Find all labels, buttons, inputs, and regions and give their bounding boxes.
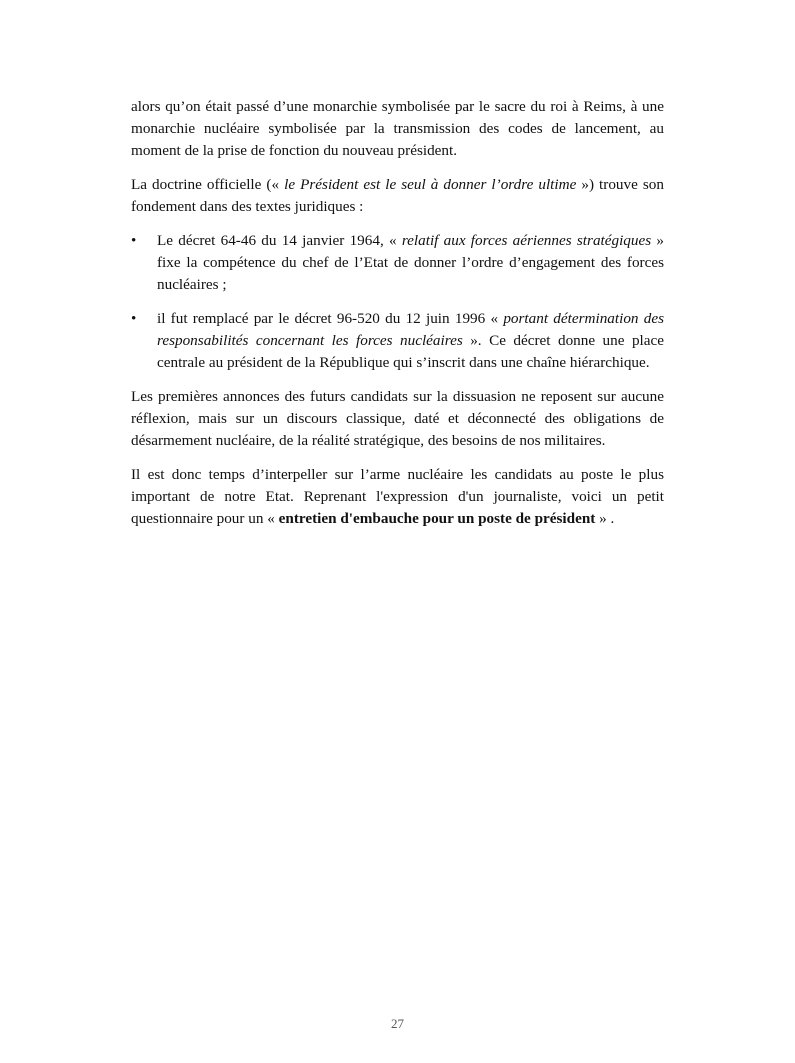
questionnaire-text-after: » . [595, 510, 615, 527]
doctrine-text-after: ») trouve son fondement dans des textes juridiques : [131, 176, 664, 215]
paragraph-questionnaire [131, 464, 664, 530]
list-item-quote: relatif aux forces aériennes stratégiques [401, 232, 652, 249]
legal-texts-list [131, 230, 664, 374]
bullet-marker: • [131, 232, 137, 249]
doctrine-quote: le Président est le seul à donner l’ordre ultime [284, 176, 577, 193]
list-item-text-before: Le décret 64-46 du 14 janvier 1964, « [157, 232, 402, 249]
page-number: 27 [391, 1016, 404, 1031]
page-body [131, 96, 664, 542]
bullet-marker: • [131, 310, 137, 327]
list-item-quote: portant détermination des responsabilités concernant les forces nucléaires [157, 310, 664, 349]
paragraph-monarchie: alors qu’on était passé d’une monarchie symbolisée par le sacre du roi à Reims, à une monarchie nucléaire symbolisée par la transmission des codes de lancement, au moment de la prise de fonction du nouveau président. [131, 98, 664, 159]
list-item-text-after: » fixe la compétence du chef de l’Etat de donner l’ordre d’engagement des forces nucléaires ; [157, 232, 664, 293]
questionnaire-title: entretien d'embauche pour un poste de président [278, 510, 596, 527]
paragraph-doctrine [131, 174, 664, 218]
paragraph-annonces: Les premières annonces des futurs candidats sur la dissuasion ne reposent sur aucune réflexion, mais sur un discours classique, daté et déconnecté des obligations de désarmement nucléaire, de la réalité stratégique, des besoins de nos militaires. [131, 388, 664, 449]
list-item [131, 230, 664, 296]
doctrine-text-before: La doctrine officielle (« [131, 176, 285, 193]
list-item-text-before: il fut remplacé par le décret 96-520 du 12 juin 1996 « [157, 310, 504, 327]
list-item-text-after: ». Ce décret donne une place centrale au président de la République qui s’inscrit dans une chaîne hiérarchique. [157, 332, 664, 371]
questionnaire-text-before: Il est donc temps d’interpeller sur l’arme nucléaire les candidats au poste le plus important de notre Etat. Reprenant l'expression d'un journaliste, voici un petit questionnaire pour un « [131, 466, 664, 527]
list-item [131, 308, 664, 374]
